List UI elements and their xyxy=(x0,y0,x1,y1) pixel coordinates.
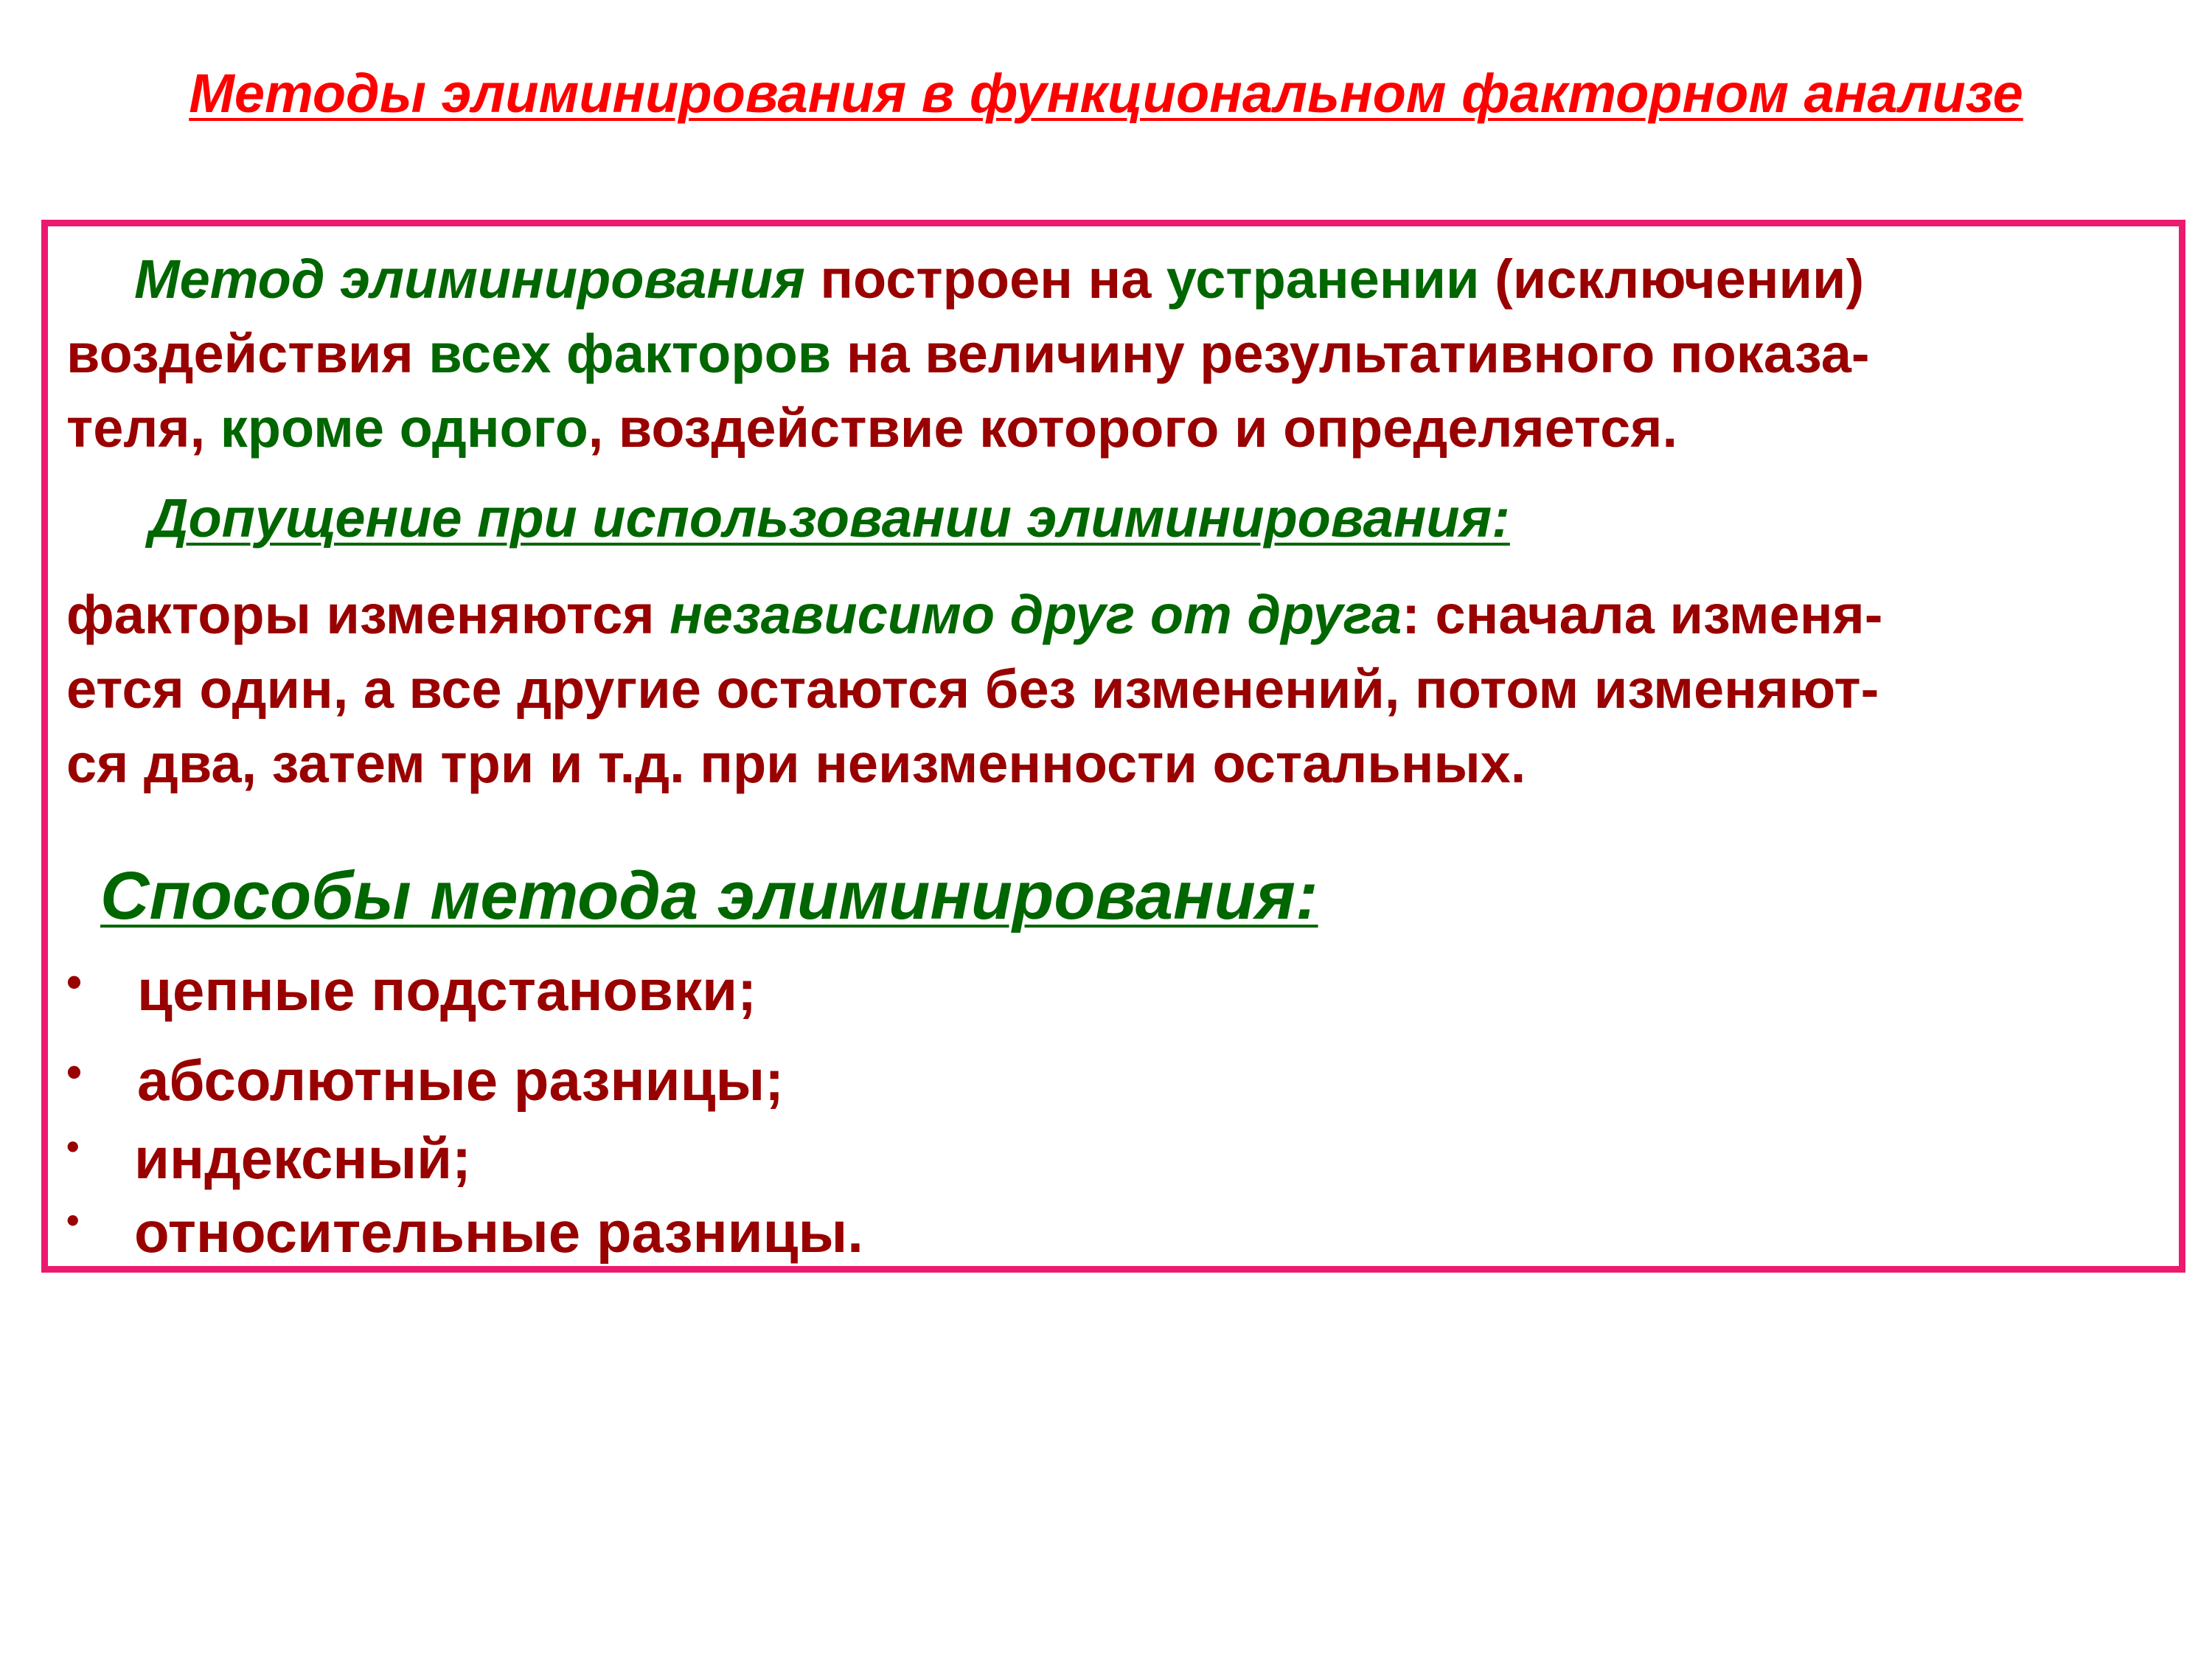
definition-text: теля, xyxy=(66,397,220,459)
bullet-icon: • xyxy=(66,1126,80,1167)
list-item-text: индексный; xyxy=(134,1126,471,1191)
definition-text: воздействия xyxy=(66,323,429,384)
assumption-line-1 xyxy=(66,577,2146,652)
list-item-text: абсолютные разницы; xyxy=(137,1048,785,1113)
list-item-text: цепные подстановки; xyxy=(137,958,757,1023)
definition-line-1 xyxy=(66,242,2146,316)
page-title: Методы элиминирования в функциональном факторном анализе xyxy=(189,63,2023,124)
assumption-text: факторы изменяются xyxy=(66,584,670,645)
assumption-paragraph xyxy=(66,577,2146,801)
definition-term: Метод элиминирования xyxy=(134,248,805,310)
assumption-heading: Допущение при использовании элиминирования: xyxy=(149,487,1510,549)
definition-highlight: устранении xyxy=(1166,248,1480,310)
definition-text: построен на xyxy=(804,248,1166,310)
ways-heading: Способы метода элиминирования: xyxy=(100,858,1318,933)
definition-line-3 xyxy=(66,391,2146,465)
list-item-text: относительные разницы. xyxy=(134,1200,863,1265)
bullet-icon: • xyxy=(66,1047,83,1096)
definition-text: на величину результативного показа- xyxy=(831,323,1870,384)
assumption-highlight: независимо друг от друга xyxy=(669,584,1402,645)
bullet-icon: • xyxy=(66,957,83,1006)
definition-text: , воздействие которого и определяется. xyxy=(588,397,1677,459)
definition-highlight: кроме одного xyxy=(220,397,588,459)
definition-line-2 xyxy=(66,316,2146,391)
definition-paragraph xyxy=(66,242,2146,465)
definition-highlight: всех факторов xyxy=(428,323,832,384)
assumption-text: : сначала изменя- xyxy=(1402,584,1883,645)
assumption-line-2: ется один, а все другие остаются без изменений, потом изменяют- xyxy=(66,658,1879,720)
bullet-icon: • xyxy=(66,1200,80,1241)
definition-text: (исключении) xyxy=(1479,248,1865,310)
assumption-line-3: ся два, затем три и т.д. при неизменности остальных. xyxy=(66,733,1526,794)
